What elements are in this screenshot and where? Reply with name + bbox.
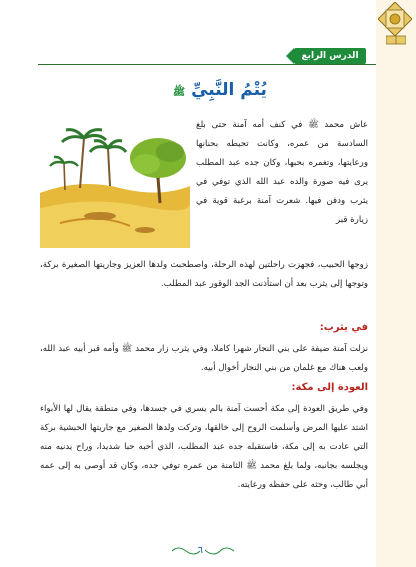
decorative-side-strip [376,0,416,567]
yathrib-text: نزلت آمنة ضيفة على بني النجار شهرا كاملا، وفي يثرب زار محمد ﷺ وأمه قبر أبيه عبد الله، ولعب هناك مع غلمان من بني النجار أخوال أبيه. [40,344,368,373]
header-divider [38,64,376,65]
section-heading-yathrib: في يثرب: [319,322,368,333]
continuation-paragraph [40,256,368,320]
yathrib-paragraph [40,340,368,380]
page-number: ٦٠ [197,545,209,556]
geometric-ornament-icon [378,2,412,36]
ornament-base-icon [386,34,406,46]
section-heading-makkah: العودة إلى مكة: [291,382,368,393]
makkah-paragraph [40,400,368,532]
makkah-text: وفي طريق العودة إلى مكة أحست آمنة بالم يسري في جسدها، وفي منطقة يقال لها الأبواء اشتد عليها المرض وأسلمت الروح إلى خالقها، وتركت ولدها الصغير مع جاريتها الحبشية بركة التي عادت به إلى مكة، فاستقبله جده عبد المطلب، الذي أحبه حبا شديدا، وراح يدنيه منه ويجلسه بجانبه، ولما بلغ محمد ﷺ الثامنة من عمره توفي جده، وكان قد أوصى به إلى عمه أبي طالب، وحثه على حفظه ورعايته. [40,404,368,490]
lesson-badge: الدرس الرابع [294,48,366,64]
intro-text: عاش محمد ﷺ في كنف أمه آمنة حتى بلغ السادسة من عمره، وكانت تحيطه بحنانها ورعايتها، وتغمره بحبها، وكان جده عبد المطلب يرى فيه صورة والده عبد الله الذي توفي في يثرب ودفن فيها. شعرت آمنة برغبة قوية في زيارة قبر [196,120,368,225]
desert-palm-illustration [40,108,190,248]
continuation-text: زوجها الحبيب، فجهزت راحلتين لهذه الرحلة، واصطحبت ولدها العزيز وجاريتها الصغيرة بركة، وتوجها إلى يثرب بعد أن استأذنت الجد الوقور عبد المطلب. [40,260,368,289]
peace-mark: ﷺ [173,87,186,98]
title-text: يُتْمُ النَّبِيِّ [191,80,267,100]
page-title [120,80,320,100]
intro-paragraph [196,116,368,251]
